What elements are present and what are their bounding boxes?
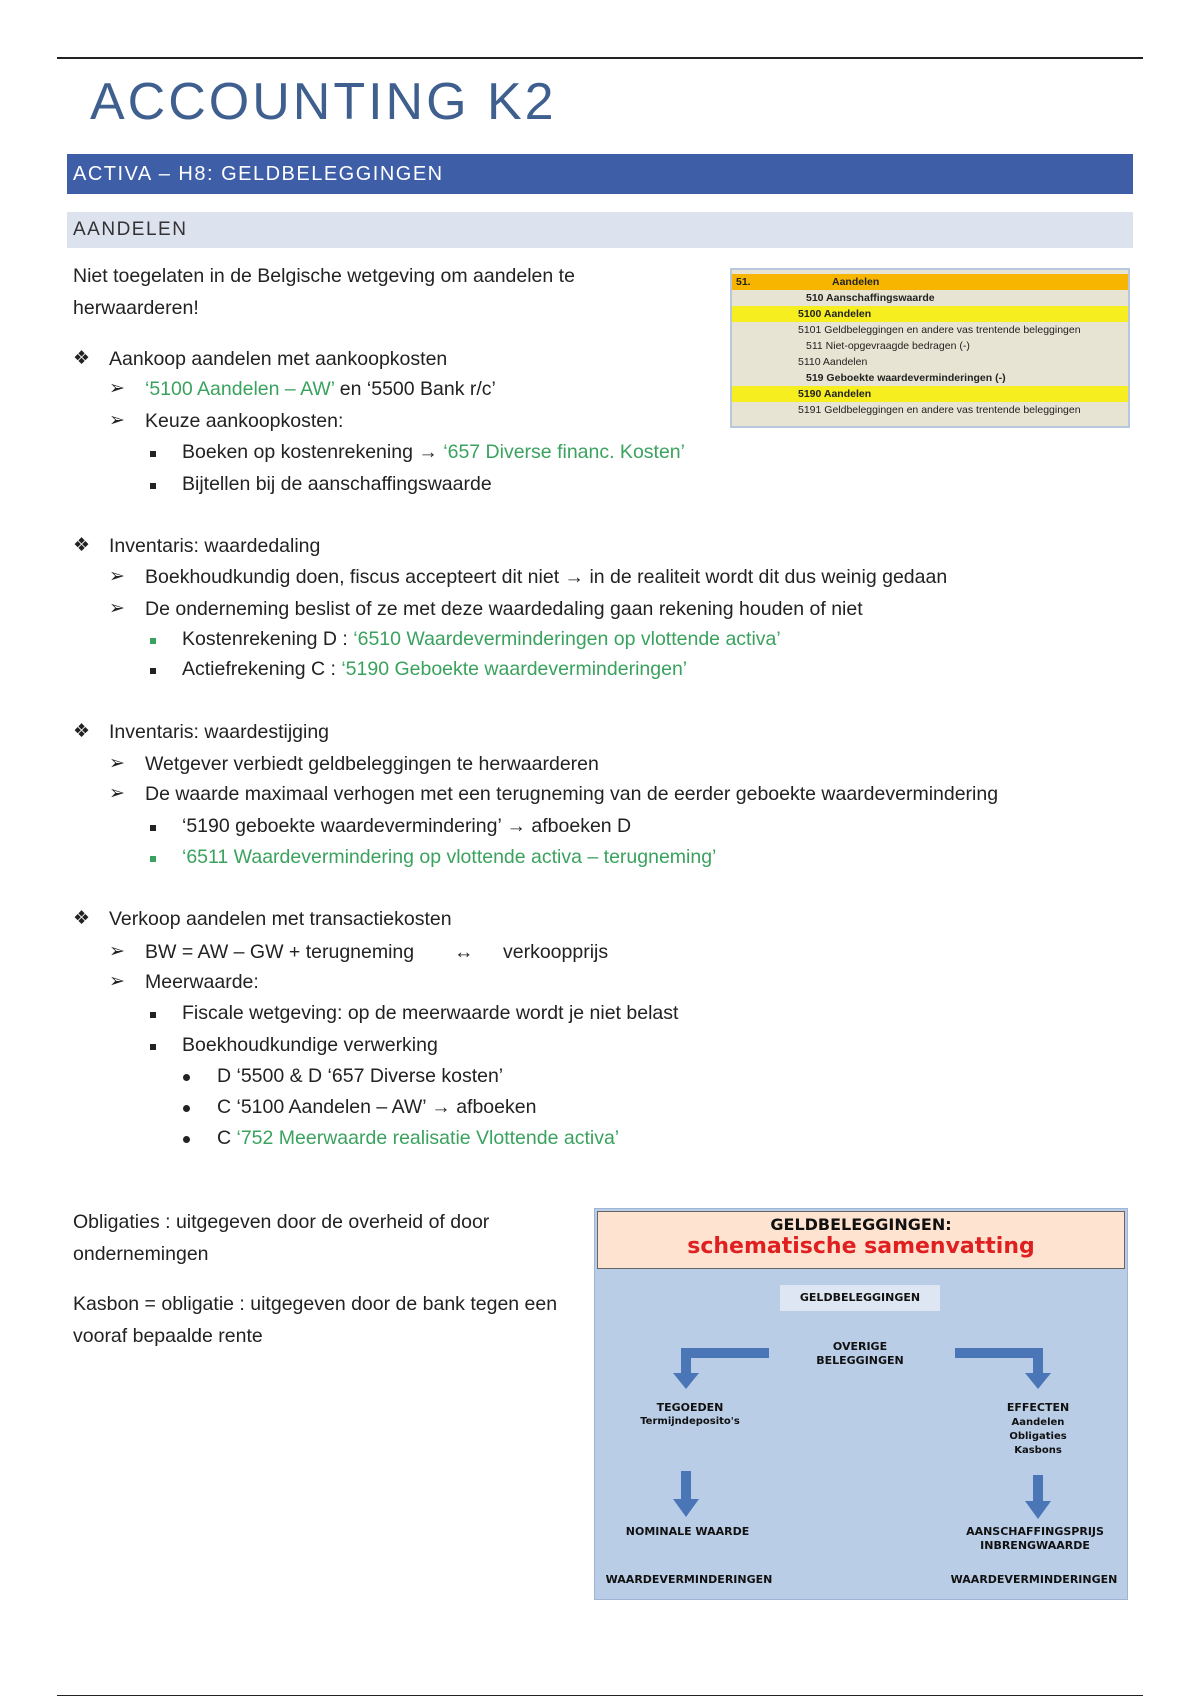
daling-subitem-2-text: Actiefrekening C : bbox=[182, 658, 342, 680]
schematic-summary-image bbox=[594, 1208, 1128, 1600]
obligaties-text: Obligaties : uitgegeven door de overheid of door ondernemingen bbox=[73, 1211, 490, 1265]
page-title: ACCOUNTING K2 bbox=[90, 73, 557, 131]
account-row bbox=[732, 306, 1128, 322]
verkoop-item-2: Meerwaarde: bbox=[145, 971, 259, 993]
arrow-right-elbow-v bbox=[1033, 1348, 1043, 1374]
schematic-tegoeden-label: TEGOEDEN bbox=[656, 1401, 724, 1414]
account-table-image bbox=[730, 268, 1130, 428]
arrow-right-elbow-head bbox=[1025, 1373, 1051, 1389]
stijging-subitem-2: ‘6511 Waardevermindering op vlottende activa – terugneming’ bbox=[182, 846, 717, 868]
top-rule bbox=[57, 57, 1143, 59]
account-label: 510 Aanschaffingswaarde bbox=[806, 292, 935, 304]
account-row bbox=[732, 322, 1128, 338]
aankoop-subitem-1-green: ‘657 Diverse financ. Kosten’ bbox=[443, 441, 685, 463]
aankoop-subitem-1-text: Boeken op kostenrekening → bbox=[182, 441, 444, 463]
schematic-subtitle: schematische samenvatting bbox=[687, 1234, 1035, 1259]
dot-bullet-icon bbox=[183, 1064, 190, 1088]
account-label: Aandelen bbox=[832, 276, 880, 288]
verkoop-subsubitem-3-green: ‘752 Meerwaarde realisatie Vlottende activa’ bbox=[236, 1127, 620, 1149]
aankoop-subitem-1 bbox=[182, 440, 685, 464]
account-row bbox=[732, 370, 1128, 386]
arrow-bullet-icon: ➢ bbox=[109, 598, 125, 619]
account-row bbox=[732, 354, 1128, 370]
daling-item-1: Boekhoudkundig doen, fiscus accepteert dit niet → in de realiteit wordt dit dus weinig gedaan bbox=[145, 566, 948, 588]
arrow-bullet-icon: ➢ bbox=[109, 783, 125, 804]
verkoop-subsubitem-2: C ‘5100 Aandelen – AW’ → afboeken bbox=[217, 1096, 537, 1118]
arrow-down-left-shaft bbox=[681, 1471, 691, 1501]
daling-subitem-1-text: Kostenrekening D : bbox=[182, 628, 354, 650]
daling-subitem-2 bbox=[182, 657, 687, 681]
dot-bullet-icon bbox=[183, 1126, 190, 1150]
account-row bbox=[732, 338, 1128, 354]
verkoop-subsubitem-3 bbox=[217, 1126, 619, 1150]
arrow-bullet-icon: ➢ bbox=[109, 971, 125, 992]
aankoop-account-green: ‘5100 Aandelen – AW’ bbox=[145, 378, 335, 400]
diamond-bullet-icon: ❖ bbox=[73, 721, 91, 742]
stijging-item-2: De waarde maximaal verhogen met een terugneming van de eerder geboekte waardevermindering bbox=[145, 783, 999, 805]
verkoop-subitem-2: Boekhoudkundige verwerking bbox=[182, 1034, 438, 1056]
square-bullet-icon bbox=[150, 1001, 156, 1025]
section-title-daling: Inventaris: waardedaling bbox=[109, 535, 321, 557]
kasbon-text: Kasbon = obligatie : uitgegeven door de bank tegen een vooraf bepaalde rente bbox=[73, 1293, 558, 1347]
square-bullet-icon bbox=[150, 440, 156, 464]
arrow-bullet-icon: ➢ bbox=[109, 410, 125, 431]
dot-bullet-icon bbox=[183, 1095, 190, 1119]
verkoop-item-1-right: verkoopprijs bbox=[503, 941, 609, 963]
account-label: 511 Niet-opgevraagde bedragen (-) bbox=[806, 340, 970, 352]
schematic-overige-label: OVERIGE BELEGGINGEN bbox=[816, 1340, 904, 1367]
arrow-left-elbow-v bbox=[681, 1348, 691, 1374]
daling-item-2: De onderneming beslist of ze met deze waardedaling gaan rekening houden of niet bbox=[145, 598, 863, 620]
verkoop-item-1: BW = AW – GW + terugneming bbox=[145, 941, 415, 963]
account-code: 51. bbox=[736, 276, 751, 288]
account-row bbox=[732, 402, 1128, 418]
verkoop-subitem-1: Fiscale wetgeving: op de meerwaarde wordt je niet belast bbox=[182, 1002, 679, 1024]
diamond-bullet-icon: ❖ bbox=[73, 908, 91, 929]
bottom-rule bbox=[57, 1695, 1143, 1696]
square-bullet-icon bbox=[150, 1033, 156, 1057]
schematic-nominale-label: NOMINALE WAARDE bbox=[625, 1525, 750, 1538]
arrow-left-elbow-head bbox=[673, 1373, 699, 1389]
section-title-aankoop: Aankoop aandelen met aankoopkosten bbox=[109, 348, 448, 370]
schematic-aanschaffing-label: AANSCHAFFINGSPRIJS INBRENGWAARDE bbox=[966, 1525, 1104, 1552]
aankoop-account-rest: en ‘5500 Bank r/c’ bbox=[334, 378, 496, 400]
arrow-down-right-head bbox=[1025, 1501, 1051, 1519]
account-label: 5110 Aandelen bbox=[798, 356, 868, 368]
arrow-bullet-icon: ➢ bbox=[109, 566, 125, 587]
aankoop-item-2: Keuze aankoopkosten: bbox=[145, 410, 344, 432]
daling-subitem-1-green: ‘6510 Waardeverminderingen op vlottende activa’ bbox=[353, 628, 781, 650]
verkoop-subsubitem-1: D ‘5500 & D ‘657 Diverse kosten’ bbox=[217, 1065, 504, 1087]
schematic-tegoeden-sub: Termijndeposito's bbox=[640, 1416, 740, 1427]
section-title-stijging: Inventaris: waardestijging bbox=[109, 721, 330, 743]
stijging-subitem-1: ‘5190 geboekte waardevermindering’ → afboeken D bbox=[182, 815, 632, 837]
arrow-bullet-icon: ➢ bbox=[109, 941, 125, 962]
diamond-bullet-icon: ❖ bbox=[73, 535, 91, 556]
account-label: 5190 Aandelen bbox=[798, 388, 872, 400]
verkoop-subsubitem-3-text: C bbox=[217, 1127, 237, 1149]
square-bullet-icon bbox=[150, 627, 156, 651]
arrow-bullet-icon: ➢ bbox=[109, 753, 125, 774]
account-label: 519 Geboekte waardeverminderingen (-) bbox=[806, 372, 1006, 384]
section-title-verkoop: Verkoop aandelen met transactiekosten bbox=[109, 908, 452, 930]
heading-2: AANDELEN bbox=[67, 212, 1133, 248]
daling-subitem-1 bbox=[182, 627, 781, 651]
arrow-left-elbow-h bbox=[681, 1348, 769, 1358]
square-bullet-icon bbox=[150, 657, 156, 681]
aankoop-subitem-2: Bijtellen bij de aanschaffingswaarde bbox=[182, 473, 492, 495]
account-row bbox=[732, 274, 1128, 290]
daling-subitem-2-green: ‘5190 Geboekte waardeverminderingen’ bbox=[341, 658, 688, 680]
schematic-effecten-label: EFFECTEN bbox=[1006, 1401, 1070, 1414]
arrow-right-elbow-h bbox=[955, 1348, 1043, 1358]
square-bullet-icon bbox=[150, 472, 156, 496]
left-right-arrow-icon: ↔ bbox=[454, 941, 474, 963]
account-label: 5100 Aandelen bbox=[798, 308, 872, 320]
stijging-item-1: Wetgever verbiedt geldbeleggingen te herwaarderen bbox=[145, 753, 599, 775]
square-bullet-icon bbox=[150, 814, 156, 838]
schematic-wv-left-label: WAARDEVERMINDERINGEN bbox=[605, 1573, 773, 1586]
account-label: 5101 Geldbeleggingen en andere vas trentende beleggingen bbox=[798, 324, 1081, 336]
heading-1: ACTIVA – H8: GELDBELEGGINGEN bbox=[67, 154, 1133, 194]
intro-text: Niet toegelaten in de Belgische wetgeving om aandelen te herwaarderen! bbox=[73, 265, 575, 319]
arrow-down-left-head bbox=[673, 1499, 699, 1517]
account-row bbox=[732, 290, 1128, 306]
square-bullet-icon bbox=[150, 845, 156, 869]
schematic-effecten-items: Aandelen Obligaties Kasbons bbox=[1009, 1417, 1067, 1456]
account-label: 5191 Geldbeleggingen en andere vas trentende beleggingen bbox=[798, 404, 1081, 416]
schematic-wv-right-label: WAARDEVERMINDERINGEN bbox=[950, 1573, 1118, 1586]
arrow-down-right-shaft bbox=[1033, 1475, 1043, 1503]
diamond-bullet-icon: ❖ bbox=[73, 348, 91, 369]
account-row bbox=[732, 386, 1128, 402]
aankoop-item-1 bbox=[145, 377, 496, 401]
arrow-bullet-icon: ➢ bbox=[109, 378, 125, 399]
schematic-root-label: GELDBELEGGINGEN bbox=[799, 1291, 921, 1304]
schematic-title: GELDBELEGGINGEN: bbox=[770, 1215, 952, 1234]
